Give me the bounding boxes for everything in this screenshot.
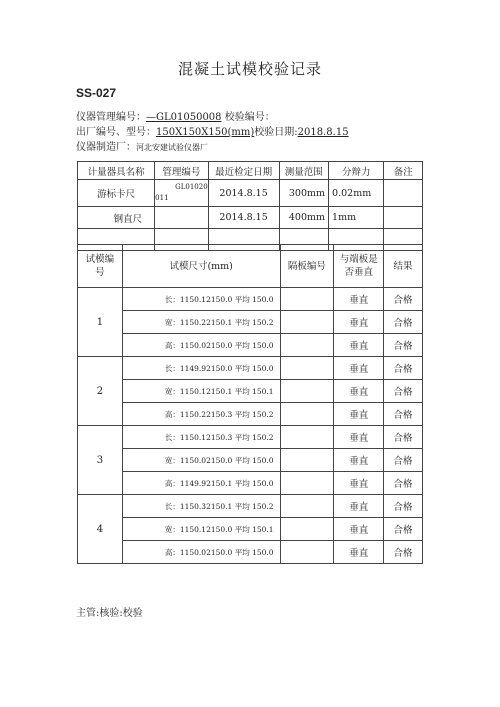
result-cell: 合格 [384, 426, 423, 449]
partition-no-cell [280, 518, 334, 541]
instrument-table-header [78, 162, 423, 180]
table-row [78, 426, 423, 449]
header-mold-size: 试模尺寸(mm) [122, 245, 280, 288]
partition-no-cell [280, 495, 334, 518]
mold-dimension: 长：1149.92150.0 平均 150.0 [122, 357, 280, 380]
partition-no-cell [280, 426, 334, 449]
partition-no-cell [280, 288, 334, 311]
partition-no-cell [280, 449, 334, 472]
result-cell: 合格 [384, 288, 423, 311]
header-remarks: 备注 [384, 162, 423, 180]
signature-line: 主管:核验:校验 [76, 608, 143, 619]
instrument-management-no [155, 207, 209, 229]
perpendicular-cell: 垂直 [334, 426, 384, 449]
mold-number: 4 [78, 495, 123, 564]
instrument-date: 2014.8.15 [208, 180, 279, 207]
header-perpendicular [334, 245, 384, 288]
mold-dimension: 高：1150.02150.0 平均 150.0 [122, 541, 280, 564]
partition-no-cell [280, 472, 334, 495]
mold-number: 3 [78, 426, 123, 495]
mold-number: 2 [78, 357, 123, 426]
result-cell: 合格 [384, 541, 423, 564]
perpendicular-cell: 垂直 [334, 449, 384, 472]
result-cell: 合格 [384, 311, 423, 334]
factory-model-value: 150X150X150(mm) [156, 127, 255, 138]
manufacturer-label: 仪器制造厂： [76, 142, 136, 153]
perpendicular-cell: 垂直 [334, 495, 384, 518]
mold-dimension: 宽：1150.02150.0 平均 150.0 [122, 449, 280, 472]
result-cell: 合格 [384, 380, 423, 403]
factory-model-label: 出厂编号、型号： [76, 127, 156, 138]
header-measuring-range: 测量范围 [279, 162, 329, 180]
info-line-factory-model [76, 123, 349, 138]
table-row [78, 518, 423, 541]
mold-dimension: 长：1150.12150.3 平均 150.2 [122, 426, 280, 449]
result-cell: 合格 [384, 472, 423, 495]
partition-no-cell [280, 357, 334, 380]
mold-number: 1 [78, 288, 123, 357]
perpendicular-cell: 垂直 [334, 541, 384, 564]
calibration-date-label: 校验日期: [254, 127, 298, 138]
instrument-name: 钢直尺 [78, 207, 155, 229]
mold-dimension: 高：1149.92150.1 平均 150.0 [122, 472, 280, 495]
table-row [78, 541, 423, 564]
table-row [78, 288, 423, 311]
mold-table-body [78, 288, 423, 564]
management-no-value: —GL01050008 [146, 112, 222, 123]
table-row [78, 472, 423, 495]
table-row [78, 311, 423, 334]
document-title: 混凝土试模校验记录 [177, 60, 322, 78]
info-line-manufacturer [76, 138, 208, 153]
result-cell: 合格 [384, 403, 423, 426]
instrument-table [77, 161, 423, 251]
partition-no-cell [280, 334, 334, 357]
result-cell: 合格 [384, 334, 423, 357]
instrument-note [384, 207, 423, 229]
partition-no-cell [280, 311, 334, 334]
document-code: SS-027 [76, 86, 117, 100]
table-row [78, 357, 423, 380]
management-no-part: GL01020 [175, 183, 208, 191]
header-mold-no [78, 245, 123, 288]
partition-no-cell [280, 380, 334, 403]
manufacturer-value: 河北安建试验仪器厂 [136, 143, 208, 152]
table-row [78, 495, 423, 518]
instrument-resolution: 0.02mm [329, 180, 384, 207]
partition-no-cell [280, 403, 334, 426]
info-line-management-no [76, 108, 275, 123]
mold-dimension: 高：1150.22150.3 平均 150.2 [122, 403, 280, 426]
calibration-no-label: 校验编号： [221, 112, 275, 123]
header-partition-no: 隔板编号 [280, 245, 334, 288]
header-result: 结果 [384, 245, 423, 288]
table-row [78, 180, 423, 207]
result-cell: 合格 [384, 518, 423, 541]
instrument-range: 300mm [279, 180, 329, 207]
table-row [78, 380, 423, 403]
mold-dimension: 宽：1150.12150.0 平均 150.1 [122, 518, 280, 541]
header-mold-no-part: 试模编 [85, 254, 115, 265]
perpendicular-cell: 垂直 [334, 518, 384, 541]
perpendicular-cell: 垂直 [334, 311, 384, 334]
table-row [78, 403, 423, 426]
mold-dimension: 长：1150.32150.1 平均 150.2 [122, 495, 280, 518]
header-last-verification-date: 最近检定日期 [208, 162, 279, 180]
header-mold-no-part: 号 [95, 267, 105, 278]
result-cell: 合格 [384, 357, 423, 380]
instrument-note [384, 180, 423, 207]
management-no-label: 仪器管理编号： [76, 112, 146, 123]
perpendicular-cell: 垂直 [334, 403, 384, 426]
management-no-part: 011 [155, 194, 169, 202]
perpendicular-cell: 垂直 [334, 380, 384, 403]
result-cell: 合格 [384, 449, 423, 472]
perpendicular-cell: 垂直 [334, 357, 384, 380]
instrument-management-no [155, 180, 209, 207]
header-perpendicular-part: 与端板是 [339, 254, 378, 265]
header-instrument-name: 计量器具名称 [78, 162, 155, 180]
mold-dimension: 宽：1150.22150.1 平均 150.2 [122, 311, 280, 334]
mold-table-header [78, 245, 423, 288]
instrument-range: 400mm [279, 207, 329, 229]
header-management-no: 管理编号 [155, 162, 209, 180]
partition-no-cell [280, 541, 334, 564]
mold-dimension: 长：1150.12150.0 平均 150.0 [122, 288, 280, 311]
header-resolution: 分辩力 [329, 162, 384, 180]
header-perpendicular-part: 否垂直 [344, 267, 373, 278]
result-cell: 合格 [384, 495, 423, 518]
perpendicular-cell: 垂直 [334, 334, 384, 357]
mold-dimension: 高：1150.02150.0 平均 150.0 [122, 334, 280, 357]
table-row [78, 207, 423, 229]
calibration-date-value: 2018.8.15 [297, 127, 349, 138]
instrument-date: 2014.8.15 [208, 207, 279, 229]
table-row [78, 449, 423, 472]
perpendicular-cell: 垂直 [334, 288, 384, 311]
mold-dimension: 宽：1150.12150.1 平均 150.1 [122, 380, 280, 403]
instrument-resolution: 1mm [329, 207, 384, 229]
instrument-name: 游标卡尺 [78, 180, 155, 207]
mold-table [77, 244, 423, 564]
perpendicular-cell: 垂直 [334, 472, 384, 495]
table-row [78, 334, 423, 357]
